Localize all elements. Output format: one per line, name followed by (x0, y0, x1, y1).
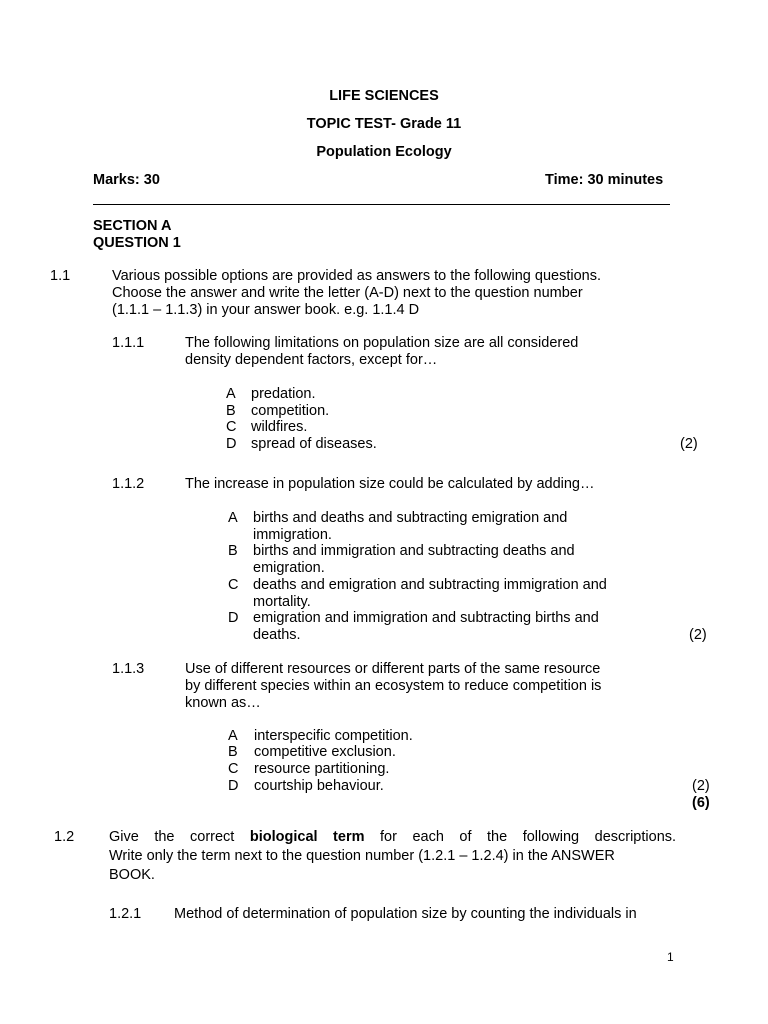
option-letter: A (228, 728, 238, 744)
option-letter: C (228, 761, 239, 777)
subquestion-number: 1.1.3 (112, 661, 145, 677)
subject-title: LIFE SCIENCES (329, 88, 439, 104)
option-letter: A (228, 510, 238, 526)
option-text: mortality. (253, 594, 311, 610)
option-letter: D (228, 610, 239, 626)
option-text: resource partitioning. (254, 761, 390, 777)
subquestion-stem: density dependent factors, except for… (185, 352, 438, 368)
option-text: predation. (251, 386, 316, 402)
instruction-line: Give the correct biological term for each of the following descriptions. (109, 829, 677, 845)
time-label: Time: 30 minutes (545, 172, 664, 188)
marks-label: Marks: 30 (93, 172, 160, 188)
topic-title: Population Ecology (316, 144, 452, 160)
option-letter: C (226, 419, 237, 435)
instruction-line: (1.1.1 – 1.1.3) in your answer book. e.g. 1.1.4 D (112, 302, 420, 318)
section-title: SECTION A (93, 218, 172, 234)
option-text: deaths. (253, 627, 301, 643)
option-text: emigration. (253, 560, 325, 576)
option-letter: B (228, 744, 238, 760)
option-text: courtship behaviour. (254, 778, 384, 794)
subquestion-number: 1.2.1 (109, 906, 142, 922)
option-text: wildfires. (251, 419, 308, 435)
option-text: competitive exclusion. (254, 744, 396, 760)
option-letter: C (228, 577, 239, 593)
option-letter: D (228, 778, 239, 794)
subquestion-stem: The increase in population size could be calculated by adding… (185, 476, 595, 492)
instruction-line: Various possible options are provided as answers to the following questions. (112, 268, 601, 284)
marks-allocation: (2) (680, 436, 698, 452)
question-total-marks: (6) (692, 795, 710, 811)
option-text: emigration and immigration and subtracting births and (253, 610, 599, 626)
instruction-line: BOOK. (109, 867, 155, 883)
subquestion-stem: The following limitations on population size are all considered (185, 335, 579, 351)
question-title: QUESTION 1 (93, 235, 181, 251)
subquestion-stem: by different species within an ecosystem to reduce competition is (185, 678, 602, 694)
option-text: births and immigration and subtracting deaths and (253, 543, 575, 559)
subquestion-stem: Method of determination of population size by counting the individuals in (174, 906, 637, 922)
option-text: competition. (251, 403, 330, 419)
header-divider (93, 204, 670, 205)
option-letter: B (228, 543, 238, 559)
option-letter: A (226, 386, 236, 402)
option-text: spread of diseases. (251, 436, 377, 452)
option-text: interspecific competition. (254, 728, 413, 744)
page-number: 1 (667, 950, 674, 964)
subquestion-number: 1.1.2 (112, 476, 145, 492)
question-number: 1.2 (54, 829, 75, 845)
instruction-line: Choose the answer and write the letter (A-D) next to the question number (112, 285, 583, 301)
marks-allocation: (2) (692, 778, 710, 794)
instruction-line: Write only the term next to the question number (1.2.1 – 1.2.4) in the ANSWER (109, 848, 615, 864)
option-letter: D (226, 436, 237, 452)
subquestion-number: 1.1.1 (112, 335, 145, 351)
option-text: immigration. (253, 527, 332, 543)
option-text: deaths and emigration and subtracting immigration and (253, 577, 607, 593)
marks-allocation: (2) (689, 627, 707, 643)
option-letter: B (226, 403, 236, 419)
option-text: births and deaths and subtracting emigration and (253, 510, 568, 526)
question-number: 1.1 (50, 268, 71, 284)
biological-term-emphasis: biological term (249, 829, 365, 845)
subquestion-stem: known as… (185, 695, 261, 711)
test-title: TOPIC TEST- Grade 11 (306, 116, 462, 132)
subquestion-stem: Use of different resources or different parts of the same resource (185, 661, 601, 677)
